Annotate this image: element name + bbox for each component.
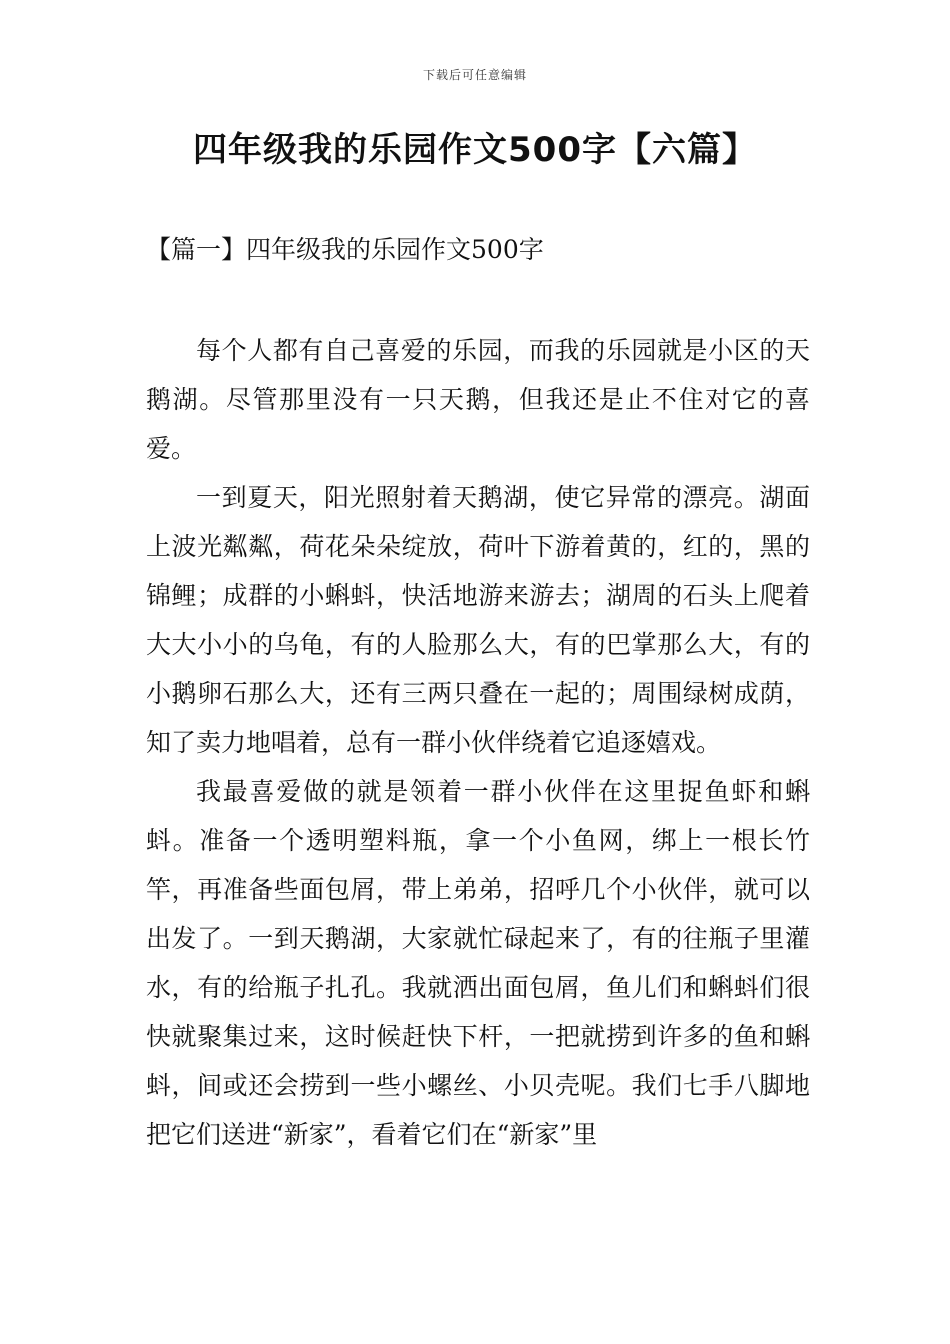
paragraph: 一到夏天，阳光照射着天鹅湖，使它异常的漂亮。湖面上波光粼粼，荷花朵朵绽放，荷叶下游着黄的，红的，黑的锦鲤；成群的小蝌蚪，快活地游来游去；湖周的石头上爬着大大小小的乌龟，有的人脸那么大，有的巴掌那么大，有的小鹅卵石那么大，还有三两只叠在一起的；周围绿树成荫，知了卖力地唱着，总有一群小伙伴绕着它追逐嬉戏。 xyxy=(146,483,810,757)
section-heading: 【篇一】四年级我的乐园作文500字 xyxy=(146,235,544,264)
document-title: 四年级我的乐园作文500字【六篇】 xyxy=(193,130,757,170)
header-note: 下载后可任意编辑 xyxy=(422,68,527,82)
paragraph: 我最喜爱做的就是领着一群小伙伴在这里捉鱼虾和蝌蚪。准备一个透明塑料瓶，拿一个小鱼网，绑上一根长竹竿，再准备些面包屑，带上弟弟，招呼几个小伙伴，就可以出发了。一到天鹅湖，大家就忙碌起来了，有的往瓶子里灌水，有的给瓶子扎孔。我就洒出面包屑，鱼儿们和蝌蚪们很快就聚集过来，这时候赶快下杆，一把就捞到许多的鱼和蝌蚪，间或还会捞到一些小螺丝、小贝壳呢。我们七手八脚地把它们送进“新家”，看着它们在“新家”里 xyxy=(146,777,810,1149)
essay-body xyxy=(146,326,810,1159)
paragraph: 每个人都有自己喜爱的乐园，而我的乐园就是小区的天鹅湖。尽管那里没有一只天鹅，但我还是止不住对它的喜爱。 xyxy=(146,336,810,463)
